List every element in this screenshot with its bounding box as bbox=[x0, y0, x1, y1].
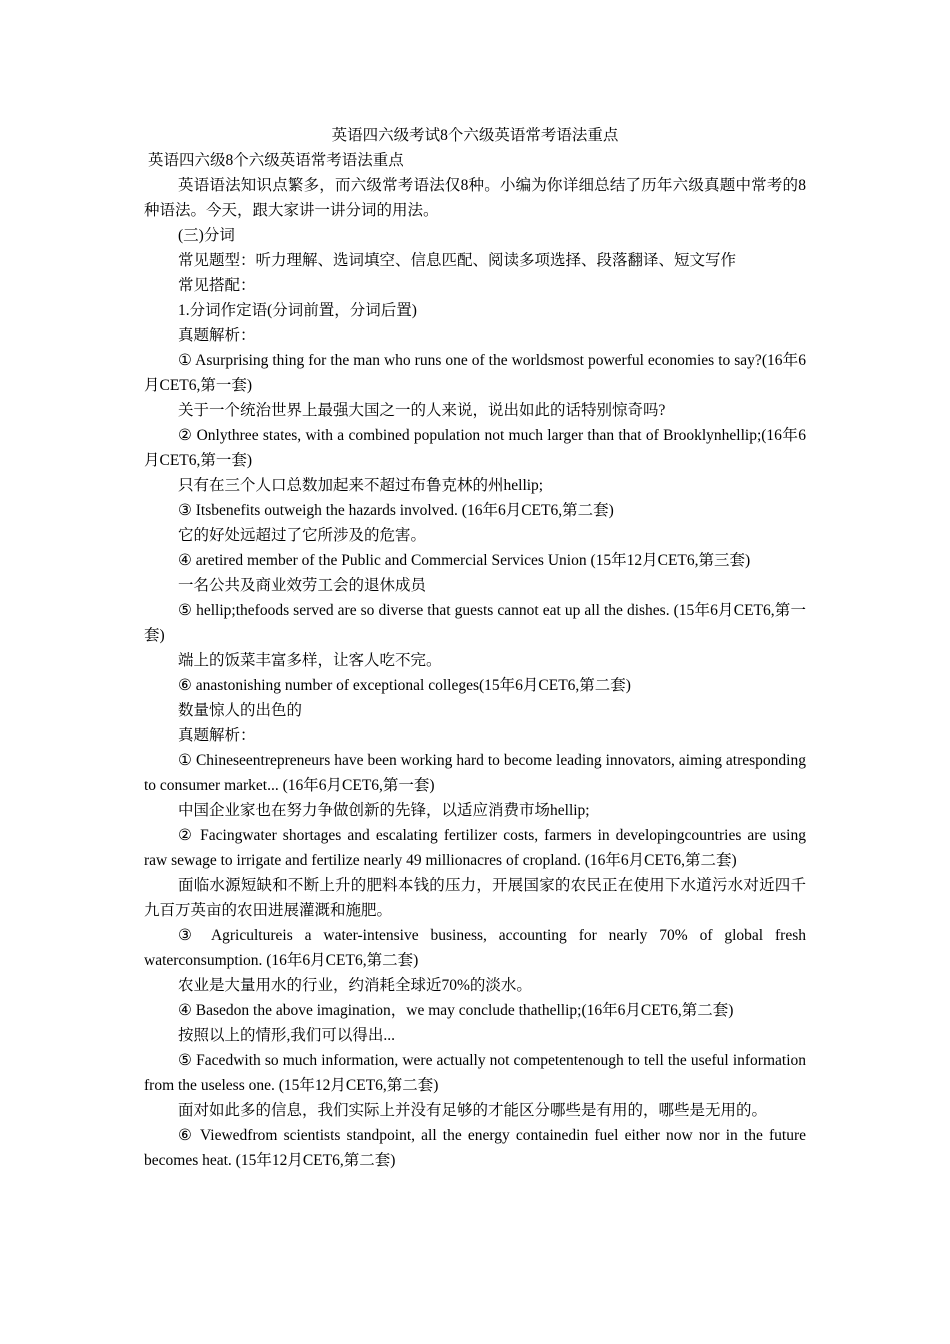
example-zh: 只有在三个人口总数加起来不超过布鲁克林的州hellip; bbox=[178, 477, 544, 494]
page-subtitle: 英语四六级8个六级英语常考语法重点 bbox=[148, 152, 404, 169]
common-collocations: 常见搭配： bbox=[178, 277, 256, 294]
example-zh: 面对如此多的信息，我们实际上并没有足够的才能区分哪些是有用的，哪些是无用的。 bbox=[178, 1102, 768, 1119]
analysis-label: 真题解析： bbox=[178, 327, 256, 344]
example-en: ⑥ Viewedfrom scientists standpoint, all the energy containedin fuel either now nor in the future becomes heat. (15年12月CET6,第二套) bbox=[144, 1127, 806, 1169]
example-en: ⑥ anastonishing number of exceptional colleges(15年6月CET6,第二套) bbox=[178, 677, 631, 694]
example-zh: 它的好处远超过了它所涉及的危害。 bbox=[178, 527, 427, 544]
example-zh: 农业是大量用水的行业，约消耗全球近70%的淡水。 bbox=[178, 977, 532, 994]
example-en: ④ aretired member of the Public and Commercial Services Union (15年12月CET6,第三套) bbox=[178, 552, 751, 569]
example-zh: 关于一个统治世界上最强大国之一的人来说，说出如此的话特别惊奇吗? bbox=[178, 402, 666, 419]
example-en: ⑤ Facedwith so much information, were actually not competentenough to tell the useful information from the useless one. (15年12月CET6,第二套) bbox=[144, 1052, 806, 1094]
intro-paragraph: 英语语法知识点繁多，而六级常考语法仅8种。小编为你详细总结了历年六级真题中常考的8种语法。今天，跟大家讲一讲分词的用法。 bbox=[144, 177, 806, 219]
section-heading: (三)分词 bbox=[178, 227, 235, 244]
example-en: ④ Basedon the above imagination，we may conclude thathellip;(16年6月CET6,第二套) bbox=[178, 1002, 734, 1019]
document-body bbox=[144, 123, 806, 1173]
example-en: ② Onlythree states, with a combined population not much larger than that of Brooklynhellip;(16年6月CET6,第一套) bbox=[144, 427, 806, 469]
example-zh: 面临水源短缺和不断上升的肥料本钱的压力，开展国家的农民正在使用下水道污水对近四千九百万英亩的农田进展灌溉和施肥。 bbox=[144, 877, 806, 919]
subheading: 1.分词作定语(分词前置，分词后置) bbox=[178, 302, 417, 319]
example-en: ③ Agricultureis a water-intensive business, accounting for nearly 70% of global fresh waterconsumption. (16年6月CET6,第二套) bbox=[144, 927, 806, 969]
example-zh: 端上的饭菜丰富多样，让客人吃不完。 bbox=[178, 652, 442, 669]
example-zh: 中国企业家也在努力争做创新的先锋，以适应消费市场hellip; bbox=[178, 802, 590, 819]
page-title: 英语四六级考试8个六级英语常考语法重点 bbox=[331, 127, 619, 144]
example-zh: 数量惊人的出色的 bbox=[178, 702, 303, 719]
example-en: ② Facingwater shortages and escalating fertilizer costs, farmers in developingcountries are using raw sewage to irrigate and fertilize nearly 49 millionacres of cropland. (16年6月CET6,第二套) bbox=[144, 827, 806, 869]
example-en: ⑤ hellip;thefoods served are so diverse that guests cannot eat up all the dishes. (15年6月CET6,第一套) bbox=[144, 602, 806, 644]
example-en: ① Chineseentrepreneurs have been working hard to become leading innovators, aiming atresponding to consumer market... (16年6月CET6,第一套) bbox=[144, 752, 806, 794]
example-en: ① Asurprising thing for the man who runs one of the worldsmost powerful economies to say?(16年6月CET6,第一套) bbox=[144, 352, 806, 394]
example-zh: 按照以上的情形,我们可以得出... bbox=[178, 1027, 396, 1044]
question-types: 常见题型：听力理解、选词填空、信息匹配、阅读多项选择、段落翻译、短文写作 bbox=[178, 252, 737, 269]
example-en: ③ Itsbenefits outweigh the hazards involved. (16年6月CET6,第二套) bbox=[178, 502, 614, 519]
analysis-label: 真题解析： bbox=[178, 727, 256, 744]
example-zh: 一名公共及商业效劳工会的退休成员 bbox=[178, 577, 427, 594]
